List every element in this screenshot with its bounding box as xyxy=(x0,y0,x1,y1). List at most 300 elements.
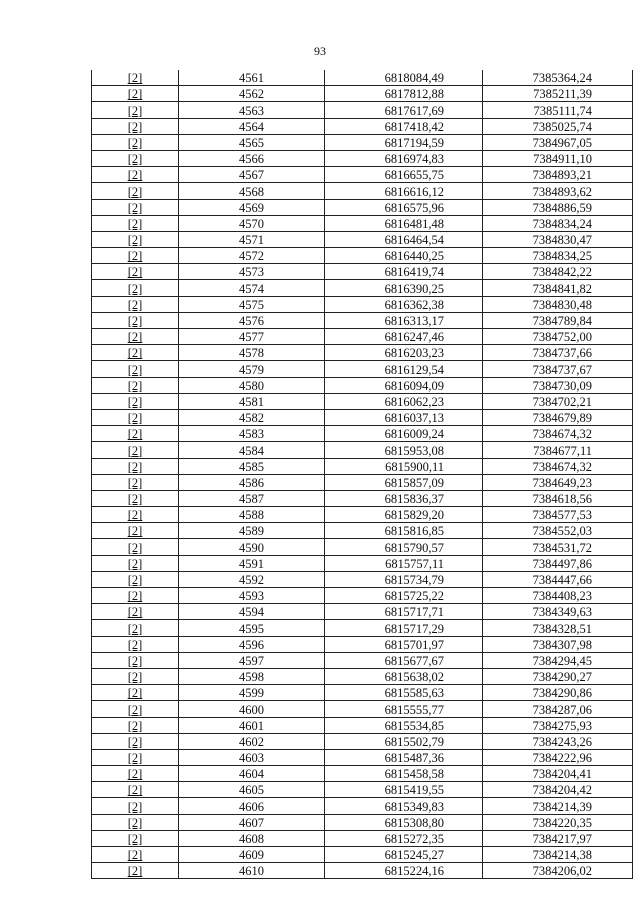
table-row xyxy=(92,652,633,668)
reference-link-text: [2] xyxy=(127,346,143,361)
coordinates-table-body xyxy=(92,70,633,879)
x-coordinate-cell: 6816616,12 xyxy=(325,183,483,199)
y-coordinate-cell: 7384214,38 xyxy=(483,847,633,863)
point-number-cell: 4573 xyxy=(179,264,325,280)
reference-link-text: [2] xyxy=(127,459,143,474)
table-row xyxy=(92,458,633,474)
reference-link-text: [2] xyxy=(127,233,143,248)
table-row xyxy=(92,167,633,183)
x-coordinate-cell: 6815638,02 xyxy=(325,668,483,684)
reference-link-text: [2] xyxy=(127,87,143,102)
reference-cell xyxy=(92,426,179,442)
reference-link-text: [2] xyxy=(127,832,143,846)
reference-cell xyxy=(92,652,179,668)
reference-cell xyxy=(92,717,179,733)
point-number-cell: 4578 xyxy=(179,345,325,361)
y-coordinate-cell: 7384830,48 xyxy=(483,296,633,312)
table-row xyxy=(92,830,633,846)
reference-cell xyxy=(92,442,179,458)
x-coordinate-cell: 6817418,42 xyxy=(325,118,483,134)
y-coordinate-cell: 7384577,53 xyxy=(483,507,633,523)
reference-link-text: [2] xyxy=(127,184,143,199)
table-row xyxy=(92,733,633,749)
y-coordinate-cell: 7384830,47 xyxy=(483,231,633,247)
x-coordinate-cell: 6816655,75 xyxy=(325,167,483,183)
x-coordinate-cell: 6815790,57 xyxy=(325,539,483,555)
point-number-cell: 4567 xyxy=(179,167,325,183)
table-row xyxy=(92,766,633,782)
table-row xyxy=(92,507,633,523)
reference-cell xyxy=(92,588,179,604)
table-row xyxy=(92,426,633,442)
reference-link-text: [2] xyxy=(127,443,143,458)
point-number-cell: 4581 xyxy=(179,393,325,409)
x-coordinate-cell: 6815734,79 xyxy=(325,571,483,587)
reference-cell xyxy=(92,409,179,425)
reference-link-text: [2] xyxy=(127,475,143,490)
x-coordinate-cell: 6815224,16 xyxy=(325,863,483,879)
y-coordinate-cell: 7384674,32 xyxy=(483,458,633,474)
y-coordinate-cell: 7385025,74 xyxy=(483,118,633,134)
reference-cell xyxy=(92,571,179,587)
x-coordinate-cell: 6815857,09 xyxy=(325,474,483,490)
point-number-cell: 4563 xyxy=(179,102,325,118)
y-coordinate-cell: 7384290,27 xyxy=(483,668,633,684)
reference-link-text: [2] xyxy=(127,378,143,393)
point-number-cell: 4566 xyxy=(179,150,325,166)
table-row xyxy=(92,409,633,425)
reference-cell xyxy=(92,749,179,765)
table-row xyxy=(92,199,633,215)
x-coordinate-cell: 6815757,11 xyxy=(325,555,483,571)
table-row xyxy=(92,571,633,587)
reference-cell xyxy=(92,167,179,183)
point-number-cell: 4596 xyxy=(179,636,325,652)
table-row xyxy=(92,442,633,458)
x-coordinate-cell: 6816203,23 xyxy=(325,345,483,361)
reference-cell xyxy=(92,701,179,717)
reference-cell xyxy=(92,458,179,474)
y-coordinate-cell: 7384737,66 xyxy=(483,345,633,361)
x-coordinate-cell: 6815419,55 xyxy=(325,782,483,798)
reference-link-text: [2] xyxy=(127,540,143,555)
y-coordinate-cell: 7384447,66 xyxy=(483,571,633,587)
y-coordinate-cell: 7384214,39 xyxy=(483,798,633,814)
y-coordinate-cell: 7384911,10 xyxy=(483,150,633,166)
y-coordinate-cell: 7384204,42 xyxy=(483,782,633,798)
point-number-cell: 4590 xyxy=(179,539,325,555)
x-coordinate-cell: 6816464,54 xyxy=(325,231,483,247)
point-number-cell: 4609 xyxy=(179,847,325,863)
table-row xyxy=(92,296,633,312)
reference-cell xyxy=(92,231,179,247)
reference-link-text: [2] xyxy=(127,394,143,409)
x-coordinate-cell: 6815487,36 xyxy=(325,749,483,765)
x-coordinate-cell: 6817617,69 xyxy=(325,102,483,118)
point-number-cell: 4600 xyxy=(179,701,325,717)
table-row xyxy=(92,377,633,393)
reference-link-text: [2] xyxy=(127,702,143,717)
y-coordinate-cell: 7384552,03 xyxy=(483,523,633,539)
table-row xyxy=(92,86,633,102)
y-coordinate-cell: 7384220,35 xyxy=(483,814,633,830)
reference-cell xyxy=(92,523,179,539)
x-coordinate-cell: 6816009,24 xyxy=(325,426,483,442)
y-coordinate-cell: 7385111,74 xyxy=(483,102,633,118)
page-number: 93 xyxy=(314,44,326,58)
reference-link-text: [2] xyxy=(127,621,143,636)
reference-link-text: [2] xyxy=(127,492,143,507)
point-number-cell: 4594 xyxy=(179,604,325,620)
reference-cell xyxy=(92,636,179,652)
y-coordinate-cell: 7384967,05 xyxy=(483,134,633,150)
point-number-cell: 4602 xyxy=(179,733,325,749)
reference-link-text: [2] xyxy=(127,573,143,587)
reference-cell xyxy=(92,199,179,215)
table-row xyxy=(92,231,633,247)
x-coordinate-cell: 6815717,29 xyxy=(325,620,483,636)
table-row xyxy=(92,701,633,717)
x-coordinate-cell: 6816129,54 xyxy=(325,361,483,377)
point-number-cell: 4593 xyxy=(179,588,325,604)
reference-cell xyxy=(92,685,179,701)
table-row xyxy=(92,280,633,296)
table-row xyxy=(92,588,633,604)
y-coordinate-cell: 7384408,23 xyxy=(483,588,633,604)
x-coordinate-cell: 6815900,11 xyxy=(325,458,483,474)
reference-link-text: [2] xyxy=(127,135,143,150)
reference-link-text: [2] xyxy=(127,362,143,377)
table-row xyxy=(92,717,633,733)
reference-cell xyxy=(92,814,179,830)
y-coordinate-cell: 7384679,89 xyxy=(483,409,633,425)
y-coordinate-cell: 7384842,22 xyxy=(483,264,633,280)
y-coordinate-cell: 7384886,59 xyxy=(483,199,633,215)
table-row xyxy=(92,782,633,798)
point-number-cell: 4570 xyxy=(179,215,325,231)
point-number-cell: 4610 xyxy=(179,863,325,879)
table-row xyxy=(92,134,633,150)
x-coordinate-cell: 6815458,58 xyxy=(325,766,483,782)
reference-link-text: [2] xyxy=(127,605,143,620)
table-row xyxy=(92,393,633,409)
reference-cell xyxy=(92,345,179,361)
table-row xyxy=(92,215,633,231)
y-coordinate-cell: 7384618,56 xyxy=(483,490,633,506)
x-coordinate-cell: 6816313,17 xyxy=(325,312,483,328)
reference-link-text: [2] xyxy=(127,524,143,539)
table-row xyxy=(92,847,633,863)
reference-cell xyxy=(92,847,179,863)
point-number-cell: 4577 xyxy=(179,329,325,345)
reference-cell xyxy=(92,296,179,312)
reference-link-text: [2] xyxy=(127,152,143,167)
reference-link-text: [2] xyxy=(127,734,143,749)
point-number-cell: 4574 xyxy=(179,280,325,296)
table-row xyxy=(92,668,633,684)
x-coordinate-cell: 6816974,83 xyxy=(325,150,483,166)
x-coordinate-cell: 6815349,83 xyxy=(325,798,483,814)
point-number-cell: 4575 xyxy=(179,296,325,312)
reference-link-text: [2] xyxy=(127,751,143,766)
y-coordinate-cell: 7384243,26 xyxy=(483,733,633,749)
table-row xyxy=(92,636,633,652)
y-coordinate-cell: 7384649,23 xyxy=(483,474,633,490)
reference-link-text: [2] xyxy=(127,589,143,604)
point-number-cell: 4569 xyxy=(179,199,325,215)
reference-link-text: [2] xyxy=(127,330,143,345)
point-number-cell: 4580 xyxy=(179,377,325,393)
reference-link-text: [2] xyxy=(127,71,143,86)
point-number-cell: 4582 xyxy=(179,409,325,425)
x-coordinate-cell: 6817812,88 xyxy=(325,86,483,102)
point-number-cell: 4583 xyxy=(179,426,325,442)
x-coordinate-cell: 6815677,67 xyxy=(325,652,483,668)
y-coordinate-cell: 7384287,06 xyxy=(483,701,633,717)
y-coordinate-cell: 7384206,02 xyxy=(483,863,633,879)
x-coordinate-cell: 6815725,22 xyxy=(325,588,483,604)
reference-link-text: [2] xyxy=(127,281,143,296)
reference-link-text: [2] xyxy=(127,249,143,264)
reference-link-text: [2] xyxy=(127,556,143,571)
table-row xyxy=(92,555,633,571)
point-number-cell: 4591 xyxy=(179,555,325,571)
y-coordinate-cell: 7385211,39 xyxy=(483,86,633,102)
table-row xyxy=(92,118,633,134)
reference-cell xyxy=(92,280,179,296)
point-number-cell: 4561 xyxy=(179,70,325,86)
y-coordinate-cell: 7384497,86 xyxy=(483,555,633,571)
reference-cell xyxy=(92,183,179,199)
point-number-cell: 4601 xyxy=(179,717,325,733)
reference-cell xyxy=(92,539,179,555)
table-row xyxy=(92,312,633,328)
point-number-cell: 4568 xyxy=(179,183,325,199)
reference-cell xyxy=(92,248,179,264)
point-number-cell: 4598 xyxy=(179,668,325,684)
y-coordinate-cell: 7384702,21 xyxy=(483,393,633,409)
x-coordinate-cell: 6815717,71 xyxy=(325,604,483,620)
y-coordinate-cell: 7384834,24 xyxy=(483,215,633,231)
point-number-cell: 4605 xyxy=(179,782,325,798)
table-row xyxy=(92,345,633,361)
reference-cell xyxy=(92,830,179,846)
y-coordinate-cell: 7384730,09 xyxy=(483,377,633,393)
table-row xyxy=(92,685,633,701)
reference-link-text: [2] xyxy=(127,427,143,442)
reference-cell xyxy=(92,668,179,684)
point-number-cell: 4562 xyxy=(179,86,325,102)
reference-cell xyxy=(92,86,179,102)
reference-cell xyxy=(92,312,179,328)
point-number-cell: 4584 xyxy=(179,442,325,458)
y-coordinate-cell: 7384737,67 xyxy=(483,361,633,377)
y-coordinate-cell: 7384275,93 xyxy=(483,717,633,733)
reference-link-text: [2] xyxy=(127,848,143,863)
reference-cell xyxy=(92,377,179,393)
reference-cell xyxy=(92,863,179,879)
reference-cell xyxy=(92,798,179,814)
y-coordinate-cell: 7384752,00 xyxy=(483,329,633,345)
reference-link-text: [2] xyxy=(127,297,143,312)
point-number-cell: 4579 xyxy=(179,361,325,377)
x-coordinate-cell: 6816037,13 xyxy=(325,409,483,425)
y-coordinate-cell: 7384789,84 xyxy=(483,312,633,328)
table-row xyxy=(92,329,633,345)
reference-link-text: [2] xyxy=(127,718,143,733)
coordinates-table xyxy=(91,70,633,879)
y-coordinate-cell: 7384677,11 xyxy=(483,442,633,458)
x-coordinate-cell: 6815829,20 xyxy=(325,507,483,523)
reference-link-text: [2] xyxy=(127,200,143,215)
point-number-cell: 4604 xyxy=(179,766,325,782)
reference-cell xyxy=(92,215,179,231)
reference-link-text: [2] xyxy=(127,686,143,701)
point-number-cell: 4587 xyxy=(179,490,325,506)
y-coordinate-cell: 7384893,21 xyxy=(483,167,633,183)
reference-link-text: [2] xyxy=(127,670,143,685)
point-number-cell: 4588 xyxy=(179,507,325,523)
reference-link-text: [2] xyxy=(127,103,143,118)
reference-link-text: [2] xyxy=(127,767,143,782)
y-coordinate-cell: 7384531,72 xyxy=(483,539,633,555)
point-number-cell: 4564 xyxy=(179,118,325,134)
reference-cell xyxy=(92,733,179,749)
point-number-cell: 4608 xyxy=(179,830,325,846)
table-row xyxy=(92,539,633,555)
reference-link-text: [2] xyxy=(127,314,143,328)
y-coordinate-cell: 7384349,63 xyxy=(483,604,633,620)
point-number-cell: 4592 xyxy=(179,571,325,587)
x-coordinate-cell: 6817194,59 xyxy=(325,134,483,150)
reference-link-text: [2] xyxy=(127,815,143,830)
reference-cell xyxy=(92,604,179,620)
y-coordinate-cell: 7384222,96 xyxy=(483,749,633,765)
table-row xyxy=(92,523,633,539)
table-row xyxy=(92,70,633,86)
reference-link-text: [2] xyxy=(127,265,143,280)
y-coordinate-cell: 7384307,98 xyxy=(483,636,633,652)
x-coordinate-cell: 6816390,25 xyxy=(325,280,483,296)
x-coordinate-cell: 6815272,35 xyxy=(325,830,483,846)
x-coordinate-cell: 6815502,79 xyxy=(325,733,483,749)
table-row xyxy=(92,490,633,506)
point-number-cell: 4586 xyxy=(179,474,325,490)
reference-cell xyxy=(92,70,179,86)
reference-link-text: [2] xyxy=(127,411,143,426)
y-coordinate-cell: 7385364,24 xyxy=(483,70,633,86)
point-number-cell: 4576 xyxy=(179,312,325,328)
x-coordinate-cell: 6815953,08 xyxy=(325,442,483,458)
table-row xyxy=(92,620,633,636)
y-coordinate-cell: 7384328,51 xyxy=(483,620,633,636)
x-coordinate-cell: 6816440,25 xyxy=(325,248,483,264)
table-row xyxy=(92,798,633,814)
table-row xyxy=(92,814,633,830)
x-coordinate-cell: 6816362,38 xyxy=(325,296,483,312)
table-row xyxy=(92,361,633,377)
table-row xyxy=(92,604,633,620)
point-number-cell: 4607 xyxy=(179,814,325,830)
table-row xyxy=(92,102,633,118)
reference-cell xyxy=(92,490,179,506)
y-coordinate-cell: 7384841,82 xyxy=(483,280,633,296)
reference-cell xyxy=(92,134,179,150)
point-number-cell: 4571 xyxy=(179,231,325,247)
point-number-cell: 4585 xyxy=(179,458,325,474)
x-coordinate-cell: 6815534,85 xyxy=(325,717,483,733)
reference-cell xyxy=(92,150,179,166)
x-coordinate-cell: 6815836,37 xyxy=(325,490,483,506)
point-number-cell: 4603 xyxy=(179,749,325,765)
y-coordinate-cell: 7384217,97 xyxy=(483,830,633,846)
point-number-cell: 4606 xyxy=(179,798,325,814)
table-row xyxy=(92,474,633,490)
reference-cell xyxy=(92,555,179,571)
x-coordinate-cell: 6818084,49 xyxy=(325,70,483,86)
table-row xyxy=(92,248,633,264)
reference-link-text: [2] xyxy=(127,168,143,183)
reference-link-text: [2] xyxy=(127,119,143,134)
point-number-cell: 4595 xyxy=(179,620,325,636)
point-number-cell: 4572 xyxy=(179,248,325,264)
table-row xyxy=(92,150,633,166)
y-coordinate-cell: 7384674,32 xyxy=(483,426,633,442)
y-coordinate-cell: 7384893,62 xyxy=(483,183,633,199)
reference-cell xyxy=(92,329,179,345)
x-coordinate-cell: 6815701,97 xyxy=(325,636,483,652)
reference-cell xyxy=(92,102,179,118)
x-coordinate-cell: 6816419,74 xyxy=(325,264,483,280)
y-coordinate-cell: 7384834,25 xyxy=(483,248,633,264)
reference-cell xyxy=(92,361,179,377)
x-coordinate-cell: 6816575,96 xyxy=(325,199,483,215)
reference-link-text: [2] xyxy=(127,216,143,231)
reference-link-text: [2] xyxy=(127,508,143,523)
x-coordinate-cell: 6815308,80 xyxy=(325,814,483,830)
table-row xyxy=(92,749,633,765)
reference-cell xyxy=(92,264,179,280)
y-coordinate-cell: 7384290,86 xyxy=(483,685,633,701)
point-number-cell: 4597 xyxy=(179,652,325,668)
reference-cell xyxy=(92,782,179,798)
y-coordinate-cell: 7384294,45 xyxy=(483,652,633,668)
x-coordinate-cell: 6815555,77 xyxy=(325,701,483,717)
table-row xyxy=(92,264,633,280)
reference-link-text: [2] xyxy=(127,864,143,879)
reference-cell xyxy=(92,766,179,782)
reference-link-text: [2] xyxy=(127,799,143,814)
x-coordinate-cell: 6816247,46 xyxy=(325,329,483,345)
point-number-cell: 4589 xyxy=(179,523,325,539)
reference-link-text: [2] xyxy=(127,637,143,652)
reference-cell xyxy=(92,507,179,523)
x-coordinate-cell: 6816062,23 xyxy=(325,393,483,409)
reference-cell xyxy=(92,474,179,490)
y-coordinate-cell: 7384204,41 xyxy=(483,766,633,782)
x-coordinate-cell: 6816481,48 xyxy=(325,215,483,231)
point-number-cell: 4599 xyxy=(179,685,325,701)
x-coordinate-cell: 6815245,27 xyxy=(325,847,483,863)
x-coordinate-cell: 6815816,85 xyxy=(325,523,483,539)
reference-cell xyxy=(92,620,179,636)
reference-link-text: [2] xyxy=(127,783,143,798)
table-row xyxy=(92,863,633,879)
point-number-cell: 4565 xyxy=(179,134,325,150)
reference-cell xyxy=(92,393,179,409)
reference-link-text: [2] xyxy=(127,653,143,668)
x-coordinate-cell: 6815585,63 xyxy=(325,685,483,701)
